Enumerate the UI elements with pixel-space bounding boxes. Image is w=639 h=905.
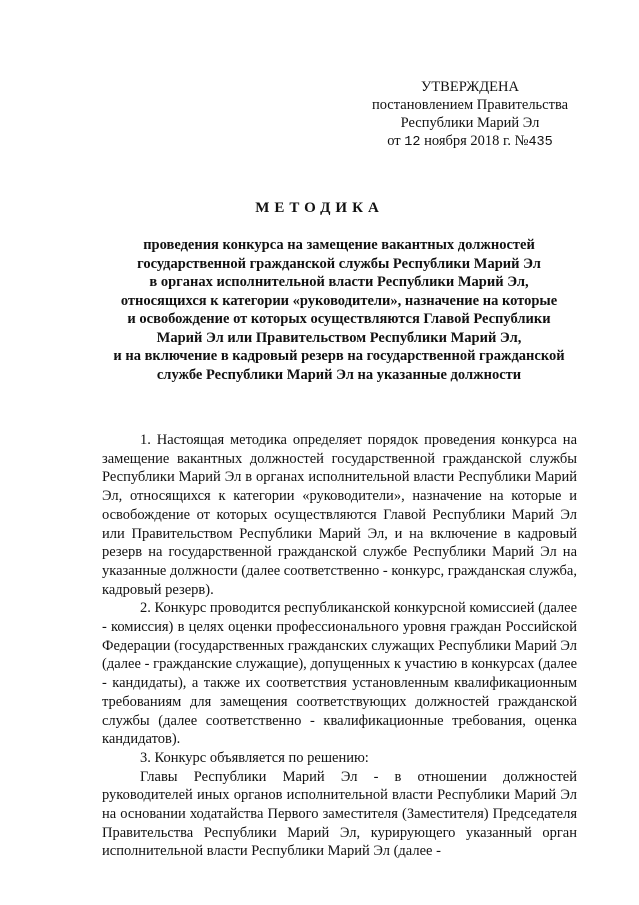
subtitle-line: и на включение в кадровый резерв на государственной гражданской (113, 348, 565, 364)
paragraph-4: Главы Республики Марий Эл - в отношении должностей руководителей иных органов исполнительной власти Республики Марий Эл на основании ходатайства Первого заместителя (Заместителя) Председателя Правительства Республики Марий Эл, курирующего указанный орган исполнительной власти Республики Марий Эл (далее - (102, 768, 577, 860)
subtitle-line: и освобождение от которых осуществляются Главой Республики (127, 311, 551, 327)
number-sign: № (514, 133, 529, 149)
subtitle-line: государственной гражданской службы Республики Марий Эл (137, 255, 541, 272)
paragraph-1: 1. Настоящая методика определяет порядок проведения конкурса на замещение вакантных должностей государственной гражданской службы Республики Марий Эл в органах исполнительной власти Республики Марий Эл, относящихся к категории «руководители», назначение на которые и освобождение от которых осуществляются Главой Республики Марий Эл или Правительством Республики Марий Эл, и на включение в кадровый резерв на государственной гражданской службе Республики Марий Эл на указанные должности (далее соответственно - конкурс, гражданская служба, кадровый резерв). (102, 432, 577, 598)
date-prefix: от (387, 133, 401, 149)
subtitle-line: относящихся к категории «руководители», назначение на которые (120, 292, 558, 309)
subtitle-line: Марий Эл или Правительством Республики Марий Эл, (156, 329, 522, 346)
document-subtitle (100, 236, 578, 384)
date-day: 12 (404, 135, 421, 150)
document-body (102, 431, 577, 861)
document-title: МЕТОДИКА (255, 200, 384, 216)
approved-republic-line: Республики Марий Эл (400, 115, 540, 131)
approved-by-line: постановлением Правительства (371, 97, 569, 113)
approval-date-line (355, 132, 585, 152)
subtitle-line: в органах исполнительной власти Республики Марий Эл, (149, 274, 529, 290)
subtitle-line: службе Республики Марий Эл на указанные должности (156, 366, 522, 383)
date-month-year: ноября 2018 г. (424, 133, 511, 149)
approval-stamp (355, 78, 585, 152)
approved-label: УТВЕРЖДЕНА (421, 79, 519, 95)
subtitle-line: проведения конкурса на замещение вакантных должностей (143, 237, 535, 253)
resolution-number: 435 (528, 135, 553, 150)
paragraph-2: 2. Конкурс проводится республиканской конкурсной комиссией (далее - комиссия) в целях оценки профессионального уровня граждан Российской Федерации (государственных гражданских служащих Республики Марий Эл (далее - гражданские служащие), допущенных к участию в конкурсах (далее - кандидаты), а также их соответствия установленным квалификационным требованиям для замещения соответствующих должностей гражданской службы (далее соответственно - квалификационные требования, оценка кандидатов). (102, 600, 577, 748)
paragraph-3: 3. Конкурс объявляется по решению: (140, 749, 369, 766)
